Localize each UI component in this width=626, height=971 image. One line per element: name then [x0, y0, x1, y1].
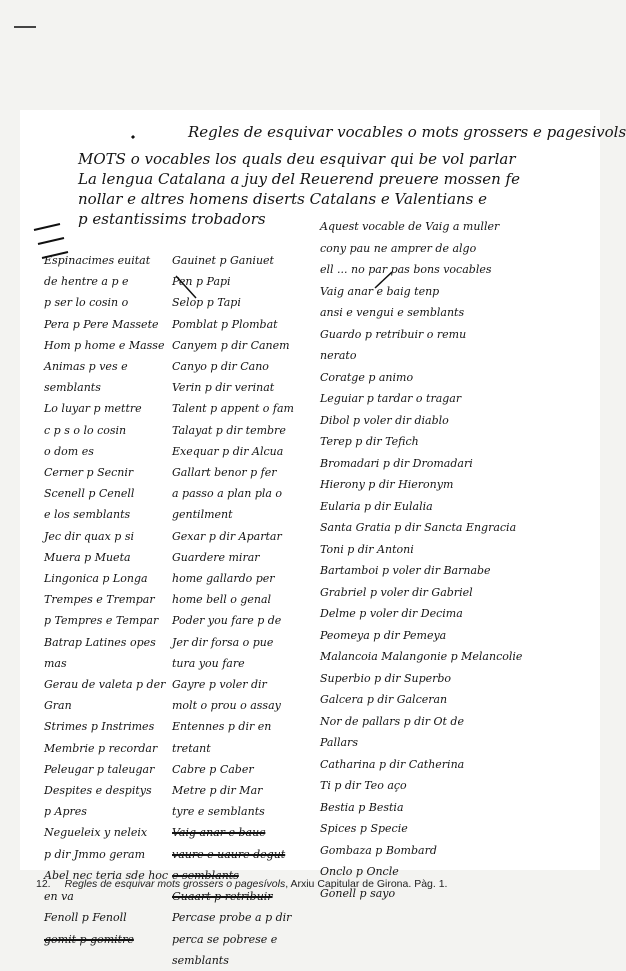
col_c-entry: Catharina p dir Catherina — [320, 757, 465, 771]
col_c-entry: Peomeya p dir Pemeya — [320, 628, 447, 642]
manuscript-column-left — [44, 250, 174, 950]
col_b-entry: Gallart benor p fer — [172, 466, 277, 480]
intro-line-4: p estantissims trobadors — [78, 210, 266, 228]
col_a-entry: Hom p home e Masse — [44, 338, 165, 352]
col_c-entry: Malancoia Malangonie p Melancolie — [320, 650, 523, 663]
col_b-entry: Exequar p dir Alcua — [172, 444, 284, 458]
col_a-entry: p ser lo cosin o — [44, 296, 129, 310]
col_c-entry: Santa Gratia p dir Sancta Engracia — [320, 521, 517, 534]
col_a-entry: Animas p ves e — [44, 360, 128, 374]
col_c-entry: Bartamboi p voler dir Barnabe — [320, 564, 491, 577]
col_c-entry: Leguiar p tardar o tragar — [320, 392, 462, 405]
col_a-entry: Strimes p Instrimes — [44, 720, 155, 734]
col_b-entry: tura you fare — [172, 656, 245, 670]
col_a-entry: Fenoll p Fenoll — [44, 911, 127, 925]
col_b-entry: home gallardo per — [172, 572, 275, 586]
col_c-entry: Hierony p dir Hieronym — [320, 478, 454, 491]
col_a-entry: Gerau de valeta p der — [44, 678, 166, 692]
col_c-entry: Terep p dir Tefich — [320, 435, 419, 448]
col_a-entry: Muera p Mueta — [44, 550, 131, 564]
intro-line-1: MOTS o vocables los quals deu esquivar qui be vol parlar — [78, 150, 516, 168]
manuscript-column-middle — [172, 250, 337, 971]
col_b-entry: Pomblat p Plombat — [172, 317, 278, 331]
col_c-entry: Superbio p dir Superbo — [320, 671, 452, 685]
col_c-entry: Pallars — [320, 736, 358, 749]
col_a-entry: semblants — [44, 381, 101, 395]
col_c-entry: Dibol p voler dir diablo — [320, 413, 449, 427]
col_c-entry: Onclo p Oncle — [320, 865, 399, 878]
col_b-entry: home bell o genal — [172, 593, 272, 607]
col_a-entry: Trempes e Trempar — [44, 593, 155, 607]
col_c-entry: ell ... no par pas bons vocables — [320, 263, 492, 276]
col_a-entry: o dom es — [44, 444, 94, 458]
col_b-entry: Pen p Papi — [172, 275, 231, 289]
col_c-entry: Grabriel p voler dir Gabriel — [320, 585, 473, 599]
col_c-entry: Bestia p Bestia — [320, 800, 404, 814]
col_c-entry: Spices p Specie — [320, 822, 408, 835]
col_c-entry: cony pau ne amprer de algo — [320, 241, 477, 255]
col_b-entry: tyre e semblants — [172, 805, 265, 819]
col_c-entry: Toni p dir Antoni — [320, 542, 414, 556]
col_b-entry: Verin p dir verinat — [172, 381, 275, 395]
caption-title: Regles de esquivar mots grossers o pagesívols — [64, 878, 286, 890]
col_b-entry: Canyo p dir Cano — [172, 360, 269, 374]
col_a-entry: Lo luyar p mettre — [44, 402, 142, 416]
col_a-entry: de hentre a p e — [44, 275, 129, 289]
intro-line-3: nollar e altres homens diserts Catalans e Valentians e — [78, 190, 488, 208]
col_a-entry: p Tempres e Tempar — [44, 614, 159, 628]
col_b-entry: tretant — [172, 741, 211, 755]
col_a-entry: Gran — [44, 699, 72, 713]
col_a-entry: e los semblants — [44, 508, 131, 522]
col_a-entry: Batrap Latines opes — [44, 635, 156, 649]
col_b-entry: Gauinet p Ganiuet — [172, 254, 274, 267]
figure-caption — [36, 878, 596, 890]
col_b-entry: Selop p Tapi — [172, 296, 241, 310]
col_b-entry: Canyem p dir Canem — [172, 338, 290, 352]
col_b-entry: Gayre p voler dir — [172, 678, 267, 692]
col_c-entry: Ti p dir Teo aço — [320, 779, 407, 792]
col_b-entry: gentilment — [172, 508, 233, 522]
col_b-entry: Gexar p dir Apartar — [172, 529, 282, 543]
intro-line-2: La lengua Catalana a juy del Reuerend preuere mossen fe — [78, 170, 520, 188]
col_c-entry: ansi e vengui e semblants — [320, 306, 465, 319]
col_b-entry: Talayat p dir tembre — [172, 423, 286, 437]
col_b-entry: Vaig anar e bauc — [172, 826, 266, 840]
col_c-entry: Delme p voler dir Decima — [320, 607, 463, 620]
col_b-entry: Entennes p dir en — [172, 720, 272, 734]
col_b-entry: Guardere mirar — [172, 550, 260, 564]
col_a-entry: Abel nec teria sde hoc — [44, 868, 169, 882]
col_b-entry: Guaart p retribuir — [172, 890, 273, 904]
corner-rule — [14, 26, 36, 28]
col_a-entry: Lingonica p Longa — [44, 572, 148, 586]
col_b-entry: semblants — [172, 953, 229, 967]
col_a-entry: Peleugar p taleugar — [44, 762, 155, 776]
col_b-entry: vaure e uaure degut — [172, 847, 286, 861]
col_c-entry: Galcera p dir Galceran — [320, 693, 448, 706]
col_a-entry: Negueleix y neleix — [44, 826, 148, 840]
col_a-entry: c p s o lo cosin — [44, 423, 127, 437]
manuscript-title: Regles de esquivar vocables o mots grossers e pagesivols — [188, 123, 626, 141]
col_b-entry: Poder you fare p de — [172, 614, 282, 628]
col_c-entry: Bromadari p dir Dromadari — [320, 456, 473, 470]
col_a-entry: Membrie p recordar — [44, 741, 158, 755]
col_a-entry: mas — [44, 656, 67, 670]
col_c-entry: Coratge p animo — [320, 370, 414, 384]
col_a-entry: Espinacimes euitat — [44, 254, 151, 267]
col_c-entry: Aquest vocable de Vaig a muller — [320, 220, 500, 233]
col_a-entry: Jec dir quax p si — [44, 529, 134, 543]
manuscript-column-right — [320, 216, 598, 904]
col_c-entry: Vaig anar e baig tenp — [320, 284, 440, 298]
col_c-entry: Eularia p dir Eulalia — [320, 499, 433, 513]
col_a-entry: Cerner p Secnir — [44, 466, 134, 480]
col_a-entry: Pera p Pere Massete — [44, 317, 159, 331]
col_c-entry: Guardo p retribuir o remu — [320, 327, 467, 341]
col_b-entry: perca se pobrese e — [172, 932, 278, 946]
caption-number: 12. — [36, 878, 51, 890]
col_c-entry: nerato — [320, 349, 357, 362]
col_b-entry: e semblants — [172, 868, 239, 882]
col_a-entry: gomit p gomitre — [44, 932, 134, 946]
col_b-entry: Talent p appent o fam — [172, 402, 294, 416]
col_a-entry: en va — [44, 890, 74, 904]
col_a-entry: p dir Jmmo geram — [44, 847, 146, 861]
col_b-entry: Jer dir forsa o pue — [172, 635, 274, 649]
col_c-entry: Nor de pallars p dir Ot de — [320, 714, 464, 728]
col_c-entry: Gonell p sayo — [320, 886, 396, 900]
col_b-entry: Metre p dir Mar — [172, 784, 263, 798]
col_b-entry: Percase probe a p dir — [172, 911, 292, 925]
col_a-entry: Despites e despitys — [44, 784, 152, 798]
col_b-entry: Cabre p Caber — [172, 762, 254, 776]
col_a-entry: p Apres — [44, 805, 87, 819]
col_c-entry: Gombaza p Bombard — [320, 843, 437, 857]
col_a-entry: Scenell p Cenell — [44, 487, 135, 501]
col_b-entry: a passo a plan pla o — [172, 487, 283, 501]
caption-source: , Arxiu Capitular de Girona. Pàg. 1. — [285, 878, 448, 890]
col_b-entry: molt o prou o assay — [172, 699, 281, 713]
